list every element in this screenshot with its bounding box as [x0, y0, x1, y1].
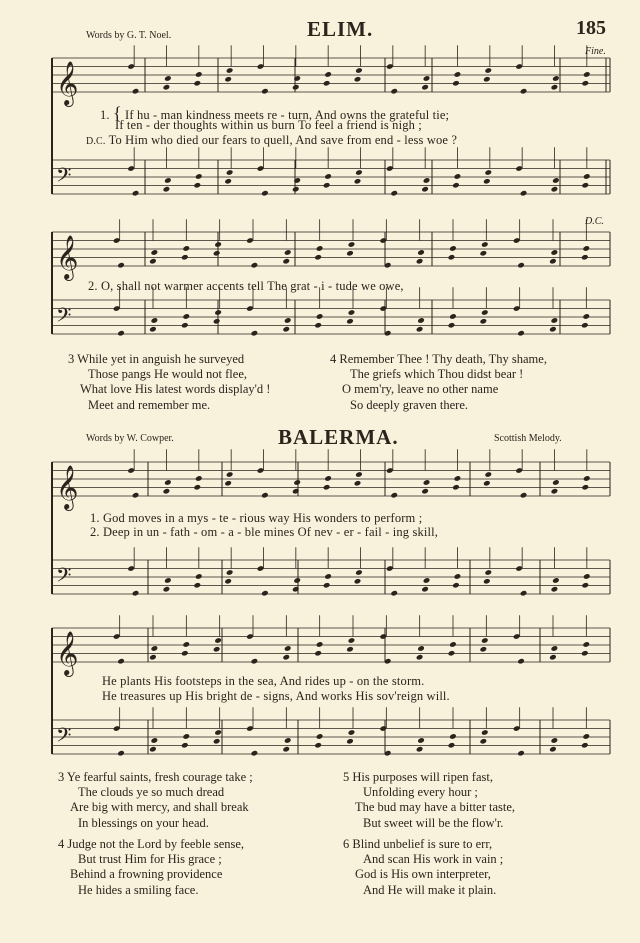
balerma-bass-notes-2 — [113, 707, 590, 756]
elim-verse-number: 1. — [100, 108, 110, 122]
treble-clef-icon: 𝄞 — [56, 61, 79, 105]
elim-lyric-line-2: If ten - der thoughts within us burn To feel a friend is nigh ; — [115, 118, 422, 132]
balerma-lyric-line-1: 1. God moves in a mys - te - rious way His wonders to perform ; — [90, 511, 423, 525]
elim-verse-4: 4 Remember Thee ! Thy death, Thy shame, The griefs which Thou didst bear ! O mem'ry, leave no other name So deeply graven there. — [330, 352, 547, 412]
balerma-treble-staff-1 — [52, 462, 610, 511]
balerma-lyric-line-3: He plants His footsteps in the sea, And rides up - on the storm. — [102, 674, 425, 688]
treble-clef-icon: 𝄞 — [56, 631, 79, 675]
balerma-title: BALERMA. — [278, 425, 399, 449]
elim-treble-notes-1 — [127, 45, 590, 94]
balerma-tune-source: Scottish Melody. — [494, 433, 562, 444]
elim-treble-staff-1 — [52, 58, 610, 107]
treble-clef-icon: 𝄞 — [56, 235, 79, 279]
balerma-treble-staff-2 — [52, 628, 610, 677]
elim-treble-notes-2 — [113, 219, 590, 268]
balerma-verse-5: 5 His purposes will ripen fast, Unfolding every hour ; The bud may have a bitter taste, But sweet will be the flow'r. — [343, 770, 516, 830]
elim-lyric-line-dc: D.C. To Him who died our fears to quell, And save from end - less woe ? — [86, 133, 458, 147]
elim-lyric-verse-2: 2. O, shall not warmer accents tell The grat - i - tude we owe, — [88, 279, 404, 293]
page-number: 185 — [576, 17, 606, 39]
balerma-verse-4: 4 Judge not the Lord by feeble sense, But trust Him for His grace ; Behind a frowning providence He hides a smiling face. — [58, 837, 245, 897]
elim-bass-staff-2 — [52, 300, 610, 334]
balerma-lyric-line-4: He treasures up His bright de - signs, And works His sov'reign will. — [102, 689, 450, 703]
bass-clef-icon: 𝄢 — [56, 563, 72, 592]
balerma-verse-6: 6 Blind unbelief is sure to err, And scan His work in vain ; God is His own interpreter, And He will make it plain. — [343, 837, 504, 897]
balerma-bass-notes-1 — [127, 547, 590, 596]
elim-title: ELIM. — [307, 17, 374, 41]
balerma-treble-notes-1 — [127, 449, 590, 498]
elim-bass-notes-1 — [127, 147, 590, 196]
elim-words-by: Words by G. T. Noel. — [86, 30, 172, 41]
elim-treble-staff-2 — [52, 232, 610, 281]
balerma-treble-notes-2 — [113, 615, 590, 664]
elim-verse-3: 3 While yet in anguish he surveyed Those pangs He would not flee, What love His latest words display'd ! Meet and remember me. — [68, 352, 271, 412]
bass-clef-icon: 𝄢 — [56, 303, 72, 332]
balerma-bass-staff-2 — [52, 720, 610, 754]
balerma-words-by: Words by W. Cowper. — [86, 433, 174, 444]
elim-bass-staff-1 — [52, 160, 610, 194]
bass-clef-icon: 𝄢 — [56, 723, 72, 752]
balerma-bass-staff-1 — [52, 560, 610, 594]
elim-lyric-line-1: 1. { If hu - man kindness meets re - turn, And owns the grateful tie; — [100, 103, 450, 123]
elim-bass-notes-2 — [113, 287, 590, 336]
treble-clef-icon: 𝄞 — [56, 465, 79, 509]
elim-fine-mark: Fine. — [585, 46, 606, 57]
balerma-lyric-line-2: 2. Deep in un - fath - om - a - ble mines Of nev - er - fail - ing skill, — [90, 525, 439, 539]
balerma-verse-3: 3 Ye fearful saints, fresh courage take ; The clouds ye so much dread Are big with mercy, and shall break In blessings on your head. — [58, 770, 253, 830]
bass-clef-icon: 𝄢 — [56, 163, 72, 192]
elim-dc-mark: D.C. — [585, 216, 604, 227]
